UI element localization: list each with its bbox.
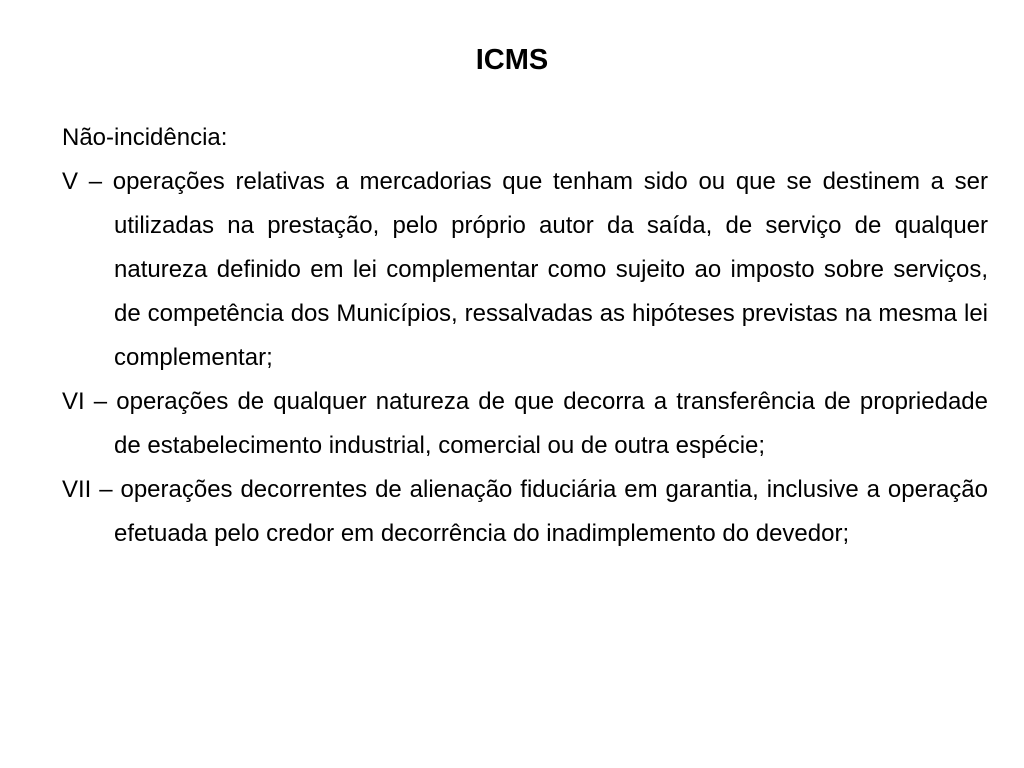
list-item-vii: VII – operações decorrentes de alienação fiduciária em garantia, inclusive a operação efetuada pelo credor em decorrência do inadimplemento do devedor;	[62, 476, 988, 547]
list-item-v: V – operações relativas a mercadorias que tenham sido ou que se destinem a ser utilizadas na prestação, pelo próprio autor da saída, de serviço de qualquer natureza definido em lei complementar como sujeito ao imposto sobre serviços, de competência dos Municípios, ressalvadas as hipóteses previstas na mesma lei complementar;	[62, 168, 988, 371]
slide-title: ICMS	[475, 44, 549, 76]
list-item-vi: VI – operações de qualquer natureza de que decorra a transferência de propriedade de estabelecimento industrial, comercial ou de outra espécie;	[62, 388, 988, 459]
slide-content	[62, 116, 988, 556]
section-subtitle: Não-incidência:	[62, 124, 228, 151]
